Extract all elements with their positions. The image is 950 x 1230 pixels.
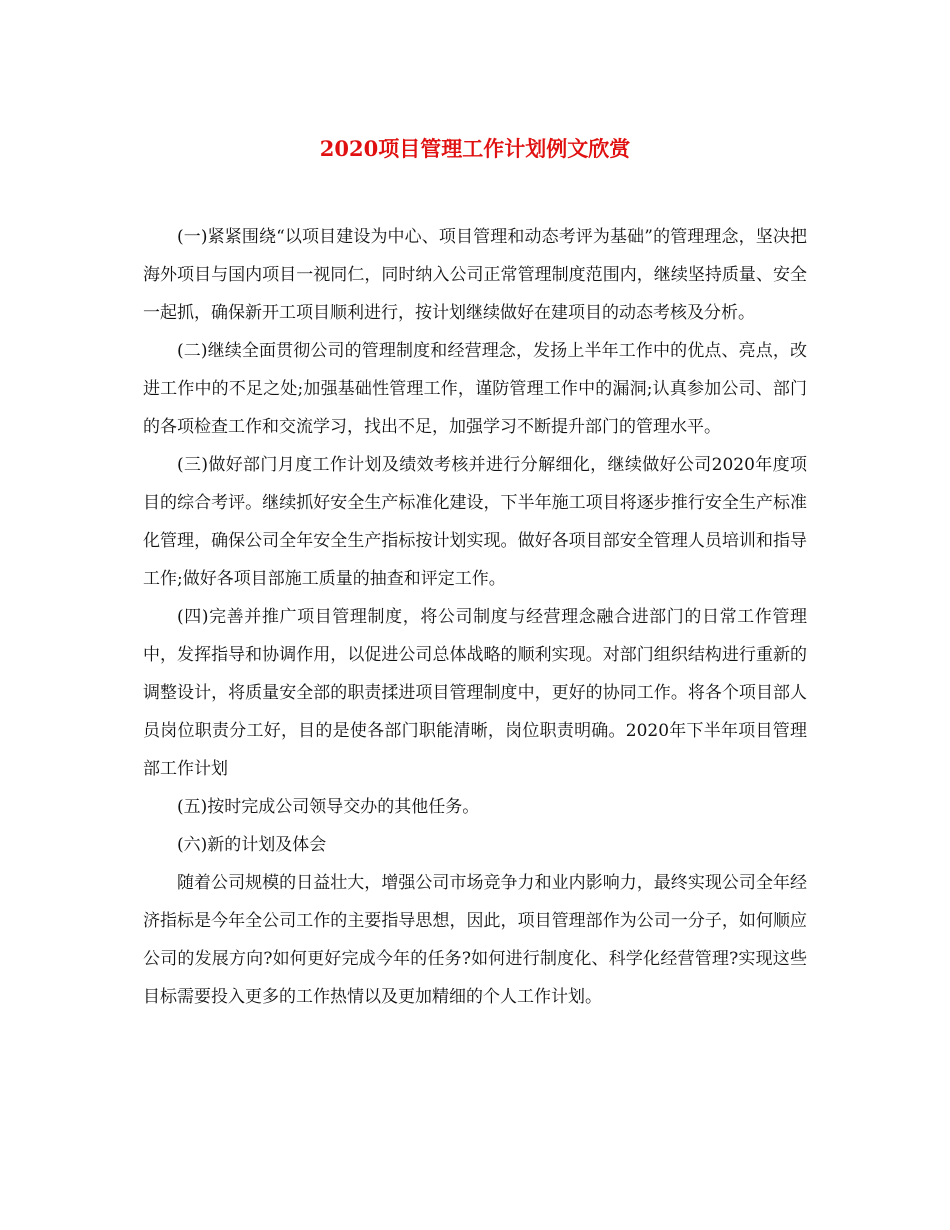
document-title: 2020项目管理工作计划例文欣赏 bbox=[319, 136, 631, 161]
paragraph-7: 随着公司规模的日益壮大，增强公司市场竞争力和业内影响力，最终实现公司全年经济指标是今年全公司工作的主要指导思想，因此，项目管理部作为公司一分子，如何顺应公司的发展方向?如何更好完成今年的任务?如何进行制度化、科学化经营管理?实现这些目标需要投入更多的工作热情以及更加精细的个人工作计划。 bbox=[143, 873, 807, 1007]
paragraph-2: (二)继续全面贯彻公司的管理制度和经营理念，发扬上半年工作中的优点、亮点，改进工作中的不足之处;加强基础性管理工作，谨防管理工作中的漏洞;认真参加公司、部门的各项检查工作和交流学习，找出不足，加强学习不断提升部门的管理水平。 bbox=[143, 341, 807, 437]
paragraph-4: (四)完善并推广项目管理制度，将公司制度与经营理念融合进部门的日常工作管理中，发挥指导和协调作用，以促进公司总体战略的顺利实现。对部门组织结构进行重新的调整设计，将质量安全部的职责揉进项目管理制度中，更好的协同工作。将各个项目部人员岗位职责分工好，目的是使各部门职能清晰，岗位职责明确。2020年下半年项目管理部工作计划 bbox=[143, 607, 807, 779]
paragraph-1: (一)紧紧围绕“以项目建设为中心、项目管理和动态考评为基础”的管理理念，坚决把海外项目与国内项目一视同仁，同时纳入公司正常管理制度范围内，继续坚持质量、安全一起抓，确保新开工项目顺利进行，按计划继续做好在建项目的动态考核及分析。 bbox=[143, 227, 807, 323]
document-body bbox=[143, 218, 807, 1016]
paragraph-3: (三)做好部门月度工作计划及绩效考核并进行分解细化，继续做好公司2020年度项目的综合考评。继续抓好安全生产标准化建设，下半年施工项目将逐步推行安全生产标准化管理，确保公司全年安全生产指标按计划实现。做好各项目部安全管理人员培训和指导工作;做好各项目部施工质量的抽查和评定工作。 bbox=[143, 455, 807, 589]
paragraph-5: (五)按时完成公司领导交办的其他任务。 bbox=[177, 797, 480, 817]
paragraph-6: (六)新的计划及体会 bbox=[177, 835, 327, 855]
